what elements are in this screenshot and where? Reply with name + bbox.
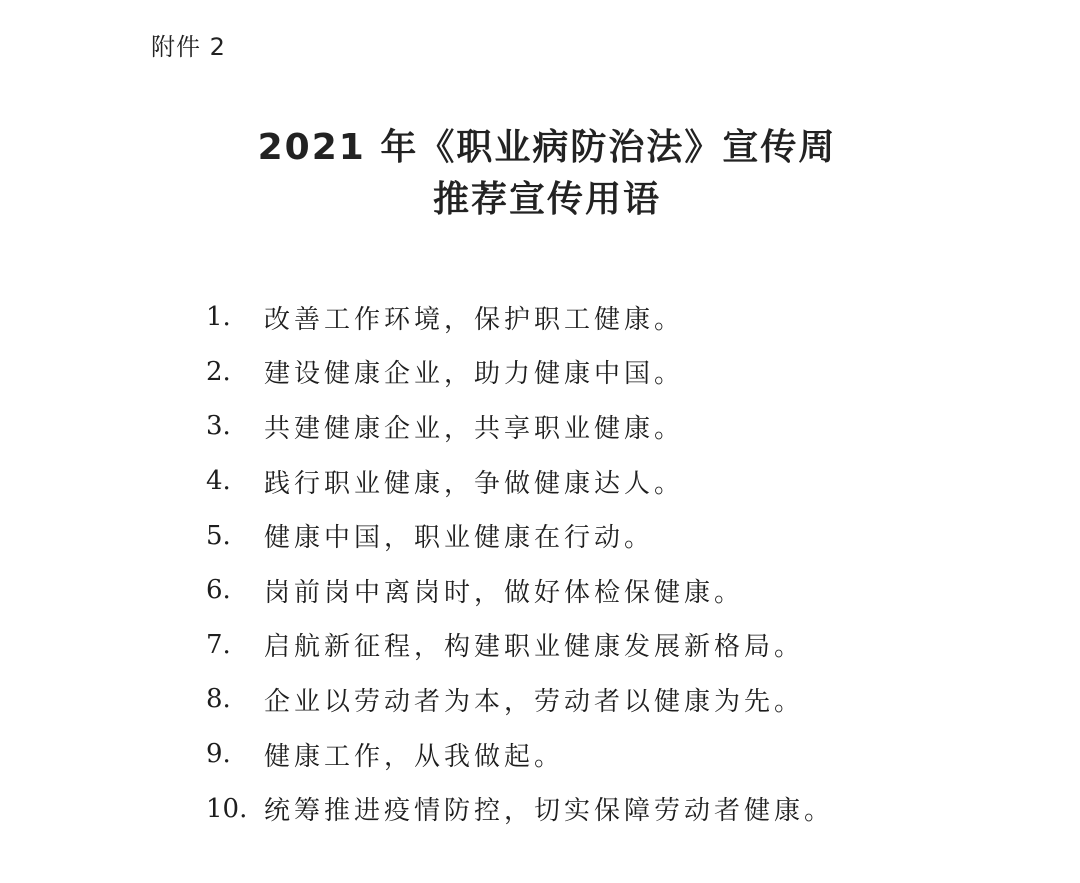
slogan-item [206,618,834,673]
slogan-number: 9. [206,739,231,770]
slogan-number: 5. [206,520,231,551]
slogan-item [206,563,834,618]
slogan-text: 启航新征程，构建职业健康发展新格局。 [264,632,805,663]
slogan-number: 4. [206,466,231,497]
slogan-number: 3. [206,411,231,442]
slogan-text: 建设健康企业，助力健康中国。 [264,359,685,390]
slogan-number: 6. [206,575,231,606]
slogan-number: 2. [206,356,231,387]
slogan-text: 企业以劳动者为本，劳动者以健康为先。 [264,686,805,717]
slogan-number: 7. [206,629,231,660]
title-line-2: 推荐宣传用语 [432,179,661,220]
slogan-list [206,290,834,836]
slogan-text: 共建健康企业，共享职业健康。 [264,413,685,444]
slogan-text: 岗前岗中离岗时，做好体检保健康。 [264,577,745,608]
slogan-item [206,781,834,836]
slogan-item [206,290,834,345]
slogan-number: 8. [206,684,231,715]
slogan-item [206,727,834,782]
document-title [0,122,1080,226]
slogan-item [206,672,834,727]
slogan-text: 改善工作环境，保护职工健康。 [264,304,685,335]
slogan-item [206,345,834,400]
slogan-text: 践行职业健康，争做健康达人。 [264,468,685,499]
attachment-label: 附件 2 [151,33,226,61]
slogan-item [206,508,834,563]
slogan-text: 健康中国，职业健康在行动。 [264,523,655,554]
slogan-number: 10. [206,793,248,824]
slogan-item [206,399,834,454]
title-line-1: 2021 年《职业病防治法》宣传周 [257,127,837,168]
slogan-item [206,454,834,509]
slogan-number: 1. [206,302,231,333]
slogan-text: 统筹推进疫情防控，切实保障劳动者健康。 [264,796,835,827]
slogan-text: 健康工作，从我做起。 [264,741,565,772]
